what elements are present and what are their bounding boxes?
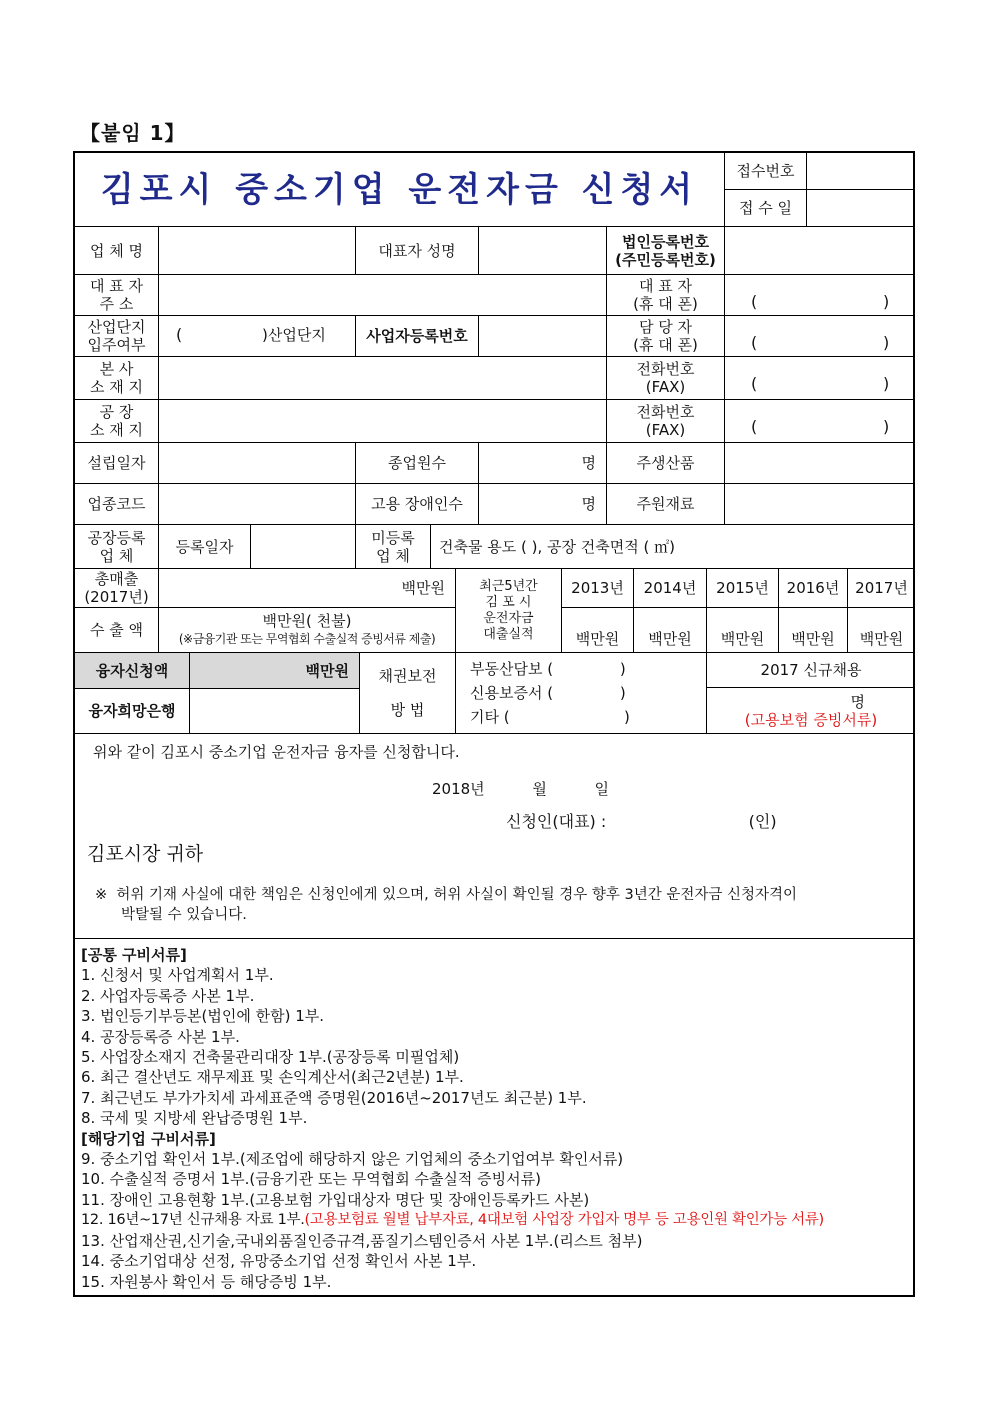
paren-open: ( xyxy=(751,417,758,436)
doc-item: 6. 최근 결산년도 재무제표 및 손익계산서(최근2년분) 1부. xyxy=(81,1068,464,1087)
doc-item: 8. 국세 및 지방세 완납증명원 1부. xyxy=(81,1109,308,1128)
paren-close: ) xyxy=(883,374,890,393)
receipt-number-label: 접수번호 xyxy=(725,153,807,190)
complex-paren-open: ( xyxy=(176,325,183,344)
preferred-bank-field[interactable] xyxy=(190,689,360,734)
receipt-number-field[interactable] xyxy=(807,153,915,190)
security-other: 기타 ( ) xyxy=(470,708,630,726)
ceo-mobile-label: 대 표 자 (휴 대 폰) xyxy=(607,275,725,316)
loan-amount-field[interactable]: 백만원 xyxy=(190,653,360,689)
loan-2017-field[interactable]: 백만원 xyxy=(848,608,915,653)
declaration-statement: 위와 같이 김포시 중소기업 운전자금 융자를 신청합니다. xyxy=(93,743,460,761)
company-name-field[interactable] xyxy=(159,227,356,275)
ceo-address-label: 대 표 자 주 소 xyxy=(75,275,159,316)
disabled-employees-field[interactable]: 명 xyxy=(479,484,607,525)
disabled-employees-label: 고용 장애인수 xyxy=(356,484,479,525)
export-field[interactable] xyxy=(159,608,456,653)
hq-location-label: 본 사 소 재 지 xyxy=(75,357,159,400)
manager-mobile-label: 담 당 자 (휴 대 폰) xyxy=(607,316,725,357)
registration-date-label: 등록일자 xyxy=(159,525,251,569)
founded-date-field[interactable] xyxy=(159,443,356,484)
ceo-mobile-field[interactable] xyxy=(725,275,915,316)
ceo-address-field[interactable] xyxy=(159,275,607,316)
factory-location-label: 공 장 소 재 지 xyxy=(75,400,159,443)
factory-location-field[interactable] xyxy=(159,400,607,443)
notice-line-2: 박탈될 수 있습니다. xyxy=(121,907,247,923)
security-real-estate: 부동산담보 ( ) xyxy=(470,660,626,678)
main-product-label: 주생산품 xyxy=(607,443,725,484)
paren-close: ) xyxy=(883,333,890,352)
declaration-date[interactable]: 2018년 월 일 xyxy=(432,780,610,798)
industrial-complex-field[interactable] xyxy=(159,316,356,357)
main-material-label: 주원재료 xyxy=(607,484,725,525)
year-2013: 2013년 xyxy=(562,569,634,608)
form-title: 김포시 중소기업 운전자금 신청서 xyxy=(75,153,725,227)
business-reg-number-field[interactable] xyxy=(479,316,607,357)
corporate-reg-number-field[interactable] xyxy=(725,227,915,275)
loan-2015-field[interactable]: 백만원 xyxy=(707,608,779,653)
new-hires-note: (고용보험 증빙서류) xyxy=(744,710,878,729)
preferred-bank-label: 융자희망은행 xyxy=(75,689,190,734)
paren-open: ( xyxy=(751,333,758,352)
main-product-field[interactable] xyxy=(725,443,915,484)
doc-item: 13. 산업재산권,신기술,국내외품질인증규격,품질기스템인증서 사본 1부.(리스트 첨부) xyxy=(81,1231,643,1250)
total-sales-label: 총매출 (2017년) xyxy=(75,569,159,608)
loan-2013-field[interactable]: 백만원 xyxy=(562,608,634,653)
year-2015: 2015년 xyxy=(707,569,779,608)
founded-date-label: 설립일자 xyxy=(75,443,159,484)
doc-item: 1. 신청서 및 사업계획서 1부. xyxy=(81,966,274,985)
doc-item: 14. 중소기업대상 선정, 유망중소기업 선정 확인서 사본 1부. xyxy=(81,1252,477,1271)
doc-item-12 xyxy=(81,1210,911,1230)
factory-phone-fax-label: 전화번호 (FAX) xyxy=(607,400,725,443)
corporate-reg-number-label: 법인등록번호 (주민등록번호) xyxy=(607,227,725,275)
specific-docs-header: [해당기업 구비서류] xyxy=(81,1129,216,1148)
loan-2014-field[interactable]: 백만원 xyxy=(634,608,707,653)
receipt-date-label: 접 수 일 xyxy=(725,190,807,227)
export-label: 수 출 액 xyxy=(75,608,159,653)
doc-item: 10. 수출실적 증명서 1부.(금융기관 또는 무역협회 수출실적 증빙서류) xyxy=(81,1170,541,1189)
unregistered-label: 미등록 업 체 xyxy=(356,525,431,569)
employees-field[interactable]: 명 xyxy=(479,443,607,484)
doc-item: 9. 중소기업 확인서 1부.(제조업에 해당하지 않은 기업체의 중소기업여부 확인서류) xyxy=(81,1150,624,1169)
loan-amount-label: 융자신청액 xyxy=(75,653,190,689)
year-2017: 2017년 xyxy=(848,569,915,608)
loan-2016-field[interactable]: 백만원 xyxy=(779,608,848,653)
ceo-name-label: 대표자 성명 xyxy=(356,227,479,275)
common-docs-header: [공통 구비서류] xyxy=(81,946,187,964)
attachment-label: 【붙임 1】 xyxy=(80,121,186,145)
paren-close: ) xyxy=(883,292,890,311)
paren-open: ( xyxy=(751,292,758,311)
industry-code-label: 업종코드 xyxy=(75,484,159,525)
applicant-signature[interactable]: 신청인(대표) : (인) xyxy=(506,812,777,831)
main-material-field[interactable] xyxy=(725,484,915,525)
company-name-label: 업 체 명 xyxy=(75,227,159,275)
doc-item-12-main: 12. 16년~17년 신규채용 자료 1부. xyxy=(81,1212,305,1229)
export-unit-line: 백만원( 천불) xyxy=(262,612,352,630)
required-documents xyxy=(81,945,911,1292)
doc-item-12-note: (고용보험료 월별 납부자료, 4대보험 사업장 가입자 명부 등 고용인원 확인가능 서류) xyxy=(304,1212,824,1229)
paren-close: ) xyxy=(883,417,890,436)
registration-date-field[interactable] xyxy=(251,525,356,569)
paren-open: ( xyxy=(751,374,758,393)
doc-item: 2. 사업자등록증 사본 1부. xyxy=(81,986,255,1005)
complex-suffix: )산업단지 xyxy=(262,326,326,344)
doc-item: 7. 최근년도 부가가치세 과세표준액 증명원(2016년~2017년도 최근분) 1부. xyxy=(81,1088,587,1107)
manager-mobile-field[interactable] xyxy=(725,316,915,357)
hq-phone-fax-label: 전화번호 (FAX) xyxy=(607,357,725,400)
application-form xyxy=(73,151,915,1297)
security-options[interactable] xyxy=(456,653,707,734)
building-use-field[interactable]: 건축물 용도 ( ), 공장 건축면적 ( ㎡) xyxy=(431,525,915,569)
doc-item: 5. 사업장소재지 건축물관리대장 1부.(공장등록 미필업체) xyxy=(81,1048,460,1067)
new-hires-label: 2017 신규채용 xyxy=(707,653,915,688)
business-reg-number-label: 사업자등록번호 xyxy=(356,316,479,357)
ceo-name-field[interactable] xyxy=(479,227,607,275)
loan-history-label: 최근5년간 김 포 시 운전자금 대출실적 xyxy=(456,569,562,653)
industrial-complex-label: 산업단지 입주여부 xyxy=(75,316,159,357)
doc-item: 4. 공장등록증 사본 1부. xyxy=(81,1027,240,1046)
notice-line-1: ※ 허위 기재 사실에 대한 책임은 신청인에게 있으며, 허위 사실이 확인될 경우 향후 3년간 운전자금 신청자격이 xyxy=(95,887,798,903)
security-method-label: 채권보전 방 법 xyxy=(360,653,456,734)
year-2016: 2016년 xyxy=(779,569,848,608)
security-credit-guarantee: 신용보증서 ( ) xyxy=(470,684,626,702)
doc-item: 15. 자원봉사 확인서 등 해당증빙 1부. xyxy=(81,1272,332,1291)
industry-code-field[interactable] xyxy=(159,484,356,525)
doc-item: 3. 법인등기부등본(법인에 한함) 1부. xyxy=(81,1007,325,1026)
receipt-date-field[interactable] xyxy=(807,190,915,227)
new-hires-unit: 명 xyxy=(850,692,865,711)
factory-phone-fax-field[interactable] xyxy=(725,400,915,443)
hq-location-field[interactable] xyxy=(159,357,607,400)
year-2014: 2014년 xyxy=(634,569,707,608)
recipient: 김포시장 귀하 xyxy=(87,843,204,865)
hq-phone-fax-field[interactable] xyxy=(725,357,915,400)
declaration-block xyxy=(75,734,915,939)
factory-registered-label: 공장등록 업 체 xyxy=(75,525,159,569)
doc-item: 11. 장애인 고용현황 1부.(고용보험 가입대상자 명단 및 장애인등록카드 사본) xyxy=(81,1190,590,1209)
export-note: (※금융기관 또는 무역협회 수출실적 증빙서류 제출) xyxy=(178,632,436,646)
total-sales-field[interactable]: 백만원 xyxy=(159,569,456,608)
employees-label: 종업원수 xyxy=(356,443,479,484)
new-hires-field[interactable] xyxy=(707,688,915,734)
